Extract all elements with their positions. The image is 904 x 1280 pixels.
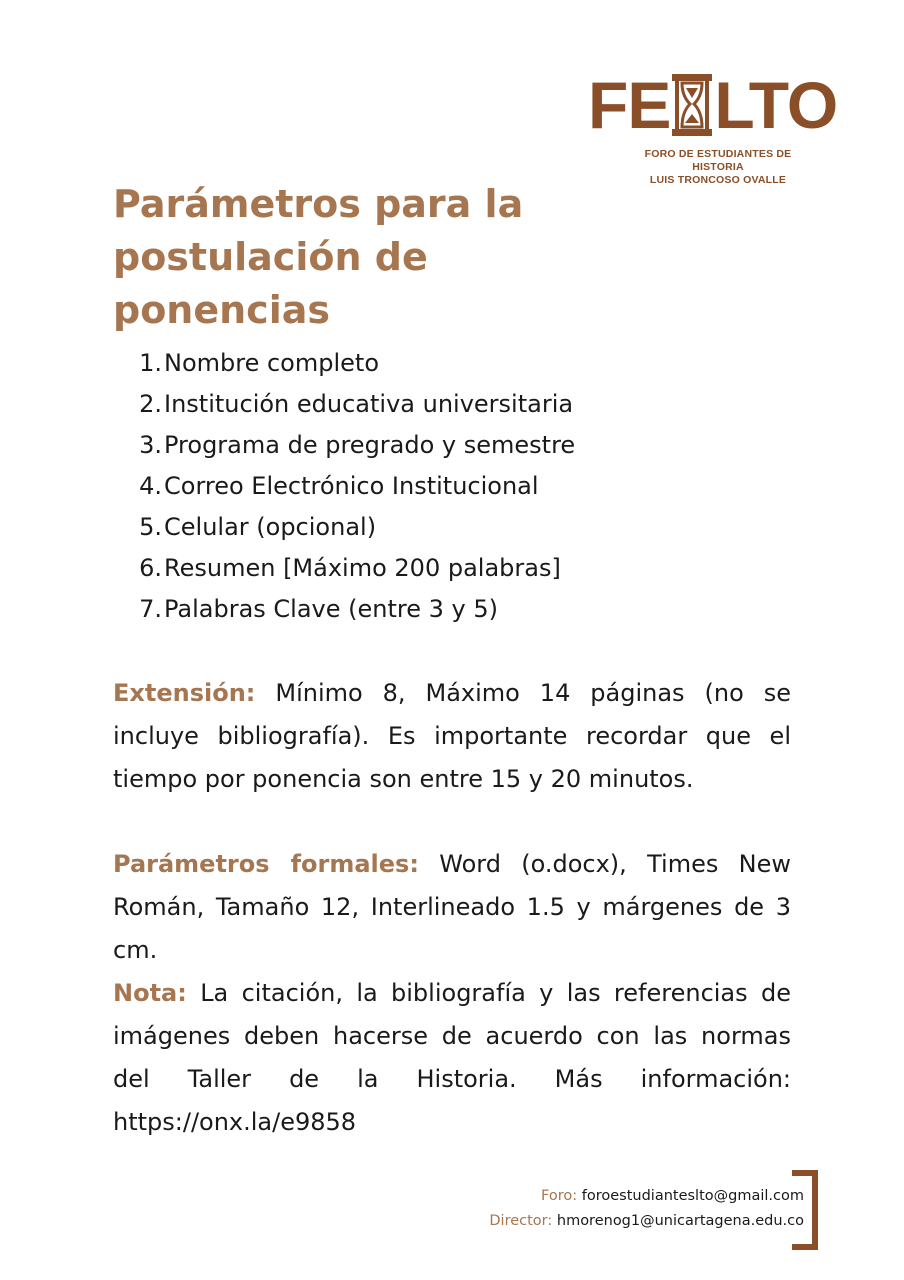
logo-left-text: FE (588, 68, 671, 142)
foro-contact (489, 1184, 804, 1209)
list-item-text: Correo Electrónico Institucional (164, 472, 539, 500)
list-item-text: Institución educativa universitaria (164, 390, 574, 418)
note-text: La citación, la bibliografía y las referencias de imágenes deben hacerse de acuerdo con las normas del Taller de la Historia. Más información: https://onx.la/e9858 (113, 979, 791, 1136)
foro-email: foroestudianteslto@gmail.com (581, 1188, 804, 1204)
list-item-text: Palabras Clave (entre 3 y 5) (164, 595, 498, 623)
contact-footer (489, 1184, 804, 1234)
page-title: Parámetros para la postulación de ponencias (113, 182, 524, 332)
list-item-number: 2. (139, 390, 162, 418)
note-paragraph (113, 972, 791, 1144)
requirements-list (130, 343, 750, 630)
list-item-number: 1. (139, 349, 162, 377)
formal-parameters-text: Word (o.docx), Times New Román, Tamaño 12, Interlineado 1.5 y márgenes de 3 cm. (113, 850, 791, 964)
list-item (130, 507, 750, 548)
list-item-number: 4. (139, 472, 162, 500)
director-contact (489, 1209, 804, 1234)
extension-label: Extensión: (113, 679, 256, 707)
logo-subtitle-line1: FORO DE ESTUDIANTES DE HISTORIA (644, 148, 792, 173)
list-item (130, 548, 750, 589)
logo-wordmark (588, 70, 860, 140)
list-item (130, 425, 750, 466)
logo-subtitle-line2: LUIS TRONCOSO OVALLE (649, 174, 787, 186)
list-item-number: 6. (139, 554, 162, 582)
list-item-number: 7. (139, 595, 162, 623)
list-item-number: 5. (139, 513, 162, 541)
note-label: Nota: (113, 979, 187, 1007)
list-item-number: 3. (139, 431, 162, 459)
list-item-text: Resumen [Máximo 200 palabras] (164, 554, 561, 582)
director-email: hmorenog1@unicartagena.edu.co (556, 1213, 804, 1229)
footer-bracket-decoration (792, 1170, 818, 1250)
extension-paragraph (113, 672, 791, 801)
formal-parameters-label: Parámetros formales: (113, 850, 419, 878)
logo (588, 68, 860, 186)
list-item-text: Celular (opcional) (164, 513, 377, 541)
list-item-text: Programa de pregrado y semestre (164, 431, 576, 459)
list-item (130, 343, 750, 384)
hourglass-icon (672, 74, 712, 136)
formal-parameters-paragraph (113, 843, 791, 972)
logo-subtitle (618, 148, 818, 187)
list-item-text: Nombre completo (164, 349, 380, 377)
list-item (130, 466, 750, 507)
extension-text: Mínimo 8, Máximo 14 páginas (no se incluye bibliografía). Es importante recordar que el tiempo por ponencia son entre 15 y 20 minutos. (113, 679, 791, 793)
list-item (130, 589, 750, 630)
foro-contact-label: Foro: (541, 1188, 578, 1204)
logo-right-text: LTO (714, 68, 838, 142)
director-contact-label: Director: (489, 1213, 553, 1229)
list-item (130, 384, 750, 425)
